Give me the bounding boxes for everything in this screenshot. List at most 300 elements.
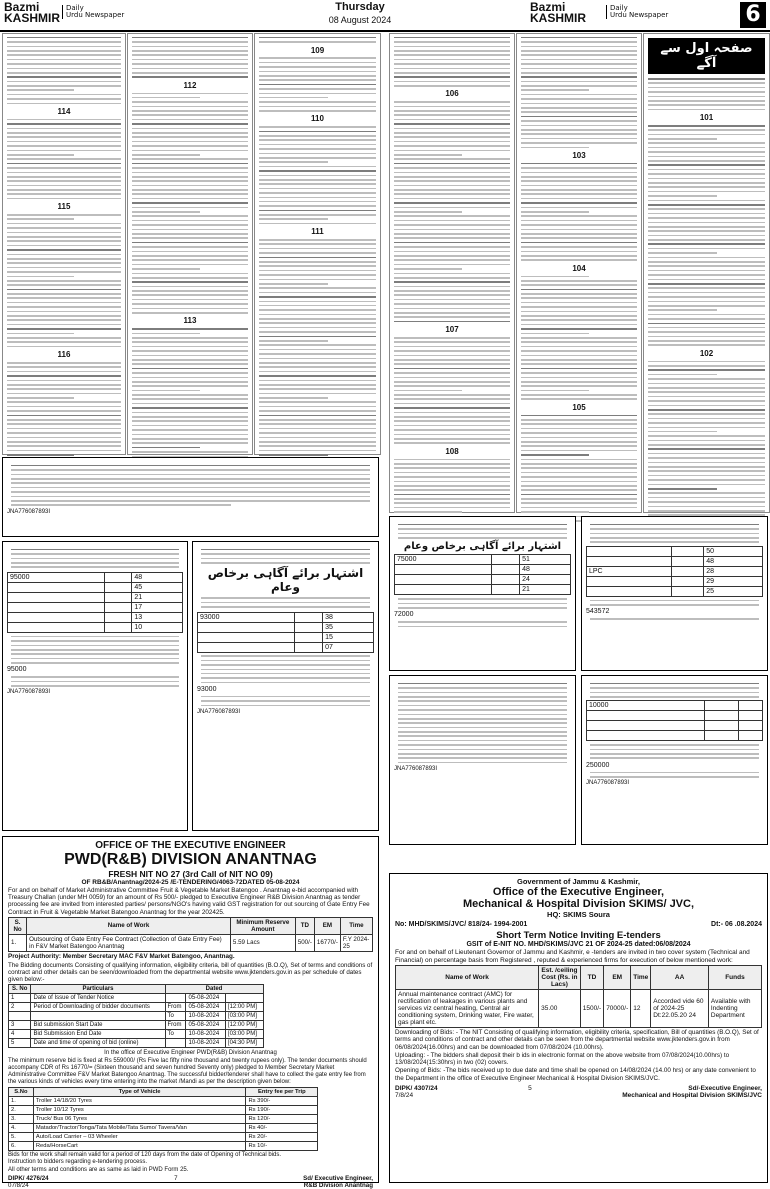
text-line bbox=[259, 349, 376, 351]
text-line bbox=[259, 71, 376, 73]
table-row bbox=[9, 1123, 318, 1132]
text-line bbox=[394, 412, 510, 414]
text-line bbox=[648, 138, 717, 140]
text-line bbox=[132, 141, 248, 143]
text-line bbox=[394, 198, 510, 200]
text-line bbox=[648, 257, 765, 259]
text-line bbox=[648, 431, 717, 433]
table-cell bbox=[104, 582, 132, 592]
text-line bbox=[648, 109, 765, 111]
text-line bbox=[521, 54, 637, 56]
jn-code: JNA776087893I bbox=[197, 709, 241, 716]
text-line bbox=[132, 54, 248, 56]
table-header-cell: S.No bbox=[9, 1087, 34, 1096]
text-line bbox=[394, 237, 510, 239]
text-line bbox=[394, 485, 510, 487]
text-line bbox=[521, 350, 637, 352]
text-line bbox=[648, 435, 765, 437]
table-cell: 1500/- bbox=[580, 990, 603, 1028]
table-cell bbox=[587, 556, 672, 566]
text-line bbox=[132, 363, 248, 365]
text-line bbox=[132, 447, 200, 449]
text-line bbox=[259, 248, 376, 250]
text-line bbox=[132, 119, 248, 121]
text-line bbox=[259, 139, 376, 141]
table-cell bbox=[8, 582, 105, 592]
text-line bbox=[394, 132, 510, 134]
pwd-schedule-table bbox=[8, 984, 264, 1048]
story-number: 116 bbox=[57, 350, 71, 360]
story-number: 103 bbox=[572, 150, 586, 160]
pwd-intro: For and on behalf of Market Administrative Committee Fruit & Vegetable Market Batengoo . Anantnag e-bid accompanied with Treasury Challan (under MH 0059) for an amount of Rs 500/- pledged to Executive Engineer R&B Division Anantnag as tender processing fee are invited from interested parties/ persons/NGO's having valid GST registration for out sourcing of Gate Entry Fee Contract in Fruit & Vegetable Market Batengoo Anantnag for the year 202425. bbox=[8, 887, 370, 916]
text-line bbox=[648, 361, 765, 363]
text-line bbox=[7, 371, 121, 373]
table-cell: [04:30 PM] bbox=[225, 1039, 263, 1048]
table-cell bbox=[705, 701, 739, 711]
text-line bbox=[648, 270, 765, 272]
table-cell: Auto/Load Carrier – 03 Wheeler bbox=[33, 1132, 246, 1141]
text-line bbox=[259, 239, 376, 241]
table-cell bbox=[587, 711, 705, 721]
table-cell: 50 bbox=[704, 546, 763, 556]
text-line bbox=[521, 41, 637, 43]
text-line bbox=[394, 294, 510, 296]
text-line bbox=[521, 476, 637, 478]
text-line bbox=[648, 164, 765, 166]
text-line bbox=[648, 222, 765, 224]
table-row bbox=[587, 586, 763, 596]
text-line bbox=[648, 383, 765, 385]
text-line bbox=[132, 337, 248, 339]
text-line bbox=[132, 299, 248, 301]
story-number: 107 bbox=[445, 325, 459, 335]
text-line bbox=[7, 132, 121, 134]
text-line bbox=[7, 280, 121, 282]
text-line bbox=[394, 303, 510, 305]
text-line bbox=[7, 397, 74, 399]
text-line bbox=[259, 144, 376, 146]
table-cell: 5.59 Lacs bbox=[230, 934, 295, 951]
table-cell: 24 bbox=[520, 575, 571, 585]
text-line bbox=[132, 150, 248, 152]
table-cell bbox=[295, 632, 323, 642]
text-line bbox=[394, 255, 510, 257]
text-line bbox=[132, 106, 248, 108]
text-line bbox=[394, 101, 510, 103]
text-line bbox=[259, 135, 376, 137]
text-line bbox=[132, 442, 248, 444]
text-line bbox=[394, 264, 510, 266]
masthead bbox=[0, 0, 770, 32]
text-line bbox=[132, 215, 248, 217]
text-line bbox=[259, 157, 376, 159]
table-cell: 6. bbox=[9, 1141, 34, 1150]
skims-dipk: DIPK/ 4307/24 bbox=[395, 1085, 438, 1093]
text-line bbox=[132, 154, 200, 156]
text-line bbox=[259, 287, 376, 289]
text-line bbox=[648, 462, 765, 464]
table-cell bbox=[705, 711, 739, 721]
text-line bbox=[132, 368, 248, 370]
text-line bbox=[394, 268, 462, 270]
text-line bbox=[648, 506, 765, 508]
table-cell: 25 bbox=[704, 586, 763, 596]
text-line bbox=[648, 413, 765, 415]
text-line bbox=[394, 215, 510, 217]
text-line bbox=[648, 391, 765, 393]
text-line bbox=[648, 365, 765, 367]
text-line bbox=[259, 252, 376, 254]
table-cell: To bbox=[165, 1012, 186, 1021]
text-line bbox=[648, 378, 765, 380]
table-header-row bbox=[9, 985, 264, 994]
text-line bbox=[648, 387, 765, 389]
text-line bbox=[648, 230, 765, 232]
text-line bbox=[259, 401, 376, 403]
text-line bbox=[259, 270, 376, 272]
text-line bbox=[394, 277, 510, 279]
text-line bbox=[7, 406, 121, 408]
table-cell bbox=[165, 1039, 186, 1048]
table-cell: 5. bbox=[9, 1132, 34, 1141]
table-cell: [03:00 PM] bbox=[225, 1012, 263, 1021]
text-line bbox=[648, 129, 765, 131]
text-line bbox=[259, 188, 376, 190]
table-cell: Available with Indenting Department bbox=[708, 990, 761, 1028]
table-cell: 3 bbox=[9, 1021, 31, 1030]
text-line bbox=[132, 224, 248, 226]
skims-sign-division: Mechanical and Hospital Division SKIMS/JVC bbox=[622, 1092, 762, 1100]
pwd-reserve-note: The minimum reserve bid is fixed at Rs 559000/ (Rs Five lac fifty nine thousand and twenty rupees only). The tender documents should accompany CDR of Rs 16770/= (Sixteen thousand and seven hundred Seventy only) pledged to Member Secretary Market Administrative Committee F&V Market Batengoo Anantnag. The successful bidder/tenderer shall have to collect the gate entry fee from the various kinds of vehicles every time entering into the market /Mandi as per the description given below: bbox=[8, 1058, 367, 1085]
text-line bbox=[7, 366, 121, 368]
table-header-row bbox=[9, 1087, 318, 1096]
urdu-ad-6 bbox=[581, 675, 768, 845]
table-cell bbox=[705, 721, 739, 731]
text-line bbox=[521, 125, 637, 127]
table-cell: [03:00 PM] bbox=[225, 1030, 263, 1039]
pwd-project-authority: Project Authority: Member Secretary MAC F&V Market Batengoo, Anantnag. bbox=[8, 952, 235, 960]
text-line bbox=[521, 242, 637, 244]
text-line bbox=[394, 72, 510, 74]
pwd-office: OFFICE OF THE EXECUTIVE ENGINEER bbox=[95, 840, 286, 851]
text-line bbox=[132, 308, 248, 310]
text-line bbox=[394, 136, 510, 138]
table-cell bbox=[295, 642, 323, 652]
table-cell: 12 bbox=[631, 990, 651, 1028]
table-header-cell: EM bbox=[604, 966, 631, 990]
text-line bbox=[521, 142, 637, 144]
text-line bbox=[7, 375, 121, 377]
table-header-row bbox=[9, 917, 373, 934]
text-line bbox=[521, 215, 637, 217]
table-cell: 29 bbox=[704, 576, 763, 586]
text-line bbox=[648, 156, 765, 158]
text-line bbox=[521, 297, 637, 299]
text-line bbox=[259, 314, 376, 316]
table-cell bbox=[8, 612, 105, 622]
text-line bbox=[7, 428, 121, 430]
text-line bbox=[132, 72, 248, 74]
text-line bbox=[7, 380, 121, 382]
text-line bbox=[259, 353, 376, 355]
table-cell: 48 bbox=[520, 565, 571, 575]
table-header-cell: Type of Vehicle bbox=[33, 1087, 246, 1096]
urdu-ad-2 bbox=[192, 541, 379, 831]
text-line bbox=[394, 81, 510, 83]
text-line bbox=[521, 441, 637, 443]
text-line bbox=[521, 359, 637, 361]
table-row bbox=[395, 555, 571, 565]
text-line bbox=[132, 394, 248, 396]
text-line bbox=[521, 377, 637, 379]
text-line bbox=[259, 148, 376, 150]
table-header-cell: TD bbox=[580, 966, 603, 990]
table-cell bbox=[198, 622, 295, 632]
text-line bbox=[259, 340, 328, 342]
table-cell: Bid submission Start Date bbox=[31, 1021, 165, 1030]
text-line bbox=[259, 375, 376, 377]
ad-3-title: اشتہار برائے آگاہی برخاص وعام bbox=[403, 541, 562, 553]
text-line bbox=[132, 346, 248, 348]
text-line bbox=[259, 437, 376, 439]
jn-code: JNA776087893I bbox=[7, 508, 51, 515]
table-cell: 05-08-2024 bbox=[186, 1003, 225, 1012]
text-line bbox=[394, 290, 510, 292]
table-row bbox=[9, 1132, 318, 1141]
text-line bbox=[521, 341, 637, 343]
urdu-news-column bbox=[127, 33, 253, 455]
text-line bbox=[132, 167, 248, 169]
text-line bbox=[259, 366, 376, 368]
text-line bbox=[394, 180, 510, 182]
text-line bbox=[521, 311, 637, 313]
text-line bbox=[648, 160, 765, 162]
text-line bbox=[648, 178, 765, 180]
text-line bbox=[132, 268, 200, 270]
table-cell: 48 bbox=[704, 556, 763, 566]
skims-downloading: Downloading of Bids: - The NIT Consisting of qualifying information, eligibility criteria, specification, Bill of quantities (B.O.Q), Set of terms and conditions of contract and other details can be seen from the departmental website www.jktenders.gov.in from 06/08/2024(16.00hrs) and can be downloaded from 07/08/2024 (10.00hrs). bbox=[395, 1029, 759, 1051]
text-line bbox=[394, 119, 510, 121]
text-line bbox=[7, 302, 121, 304]
pwd-vehicle-table bbox=[8, 1087, 318, 1151]
text-line bbox=[521, 415, 637, 417]
text-line bbox=[259, 331, 376, 333]
pwd-dipk-date: 07/8/24 bbox=[8, 1181, 29, 1189]
table-cell bbox=[587, 546, 672, 556]
text-line bbox=[394, 299, 510, 301]
table-header-cell: Est. /ceiling Cost (Rs. in Lacs) bbox=[539, 966, 581, 990]
table-row bbox=[198, 642, 374, 652]
text-line bbox=[132, 237, 248, 239]
text-line bbox=[7, 249, 121, 251]
text-line bbox=[7, 50, 121, 52]
text-line bbox=[259, 37, 376, 39]
text-line bbox=[648, 169, 765, 171]
table-cell: 07 bbox=[323, 642, 374, 652]
table-cell bbox=[587, 731, 705, 741]
text-line bbox=[7, 89, 74, 91]
table-cell: 10 bbox=[132, 622, 183, 632]
text-line bbox=[648, 252, 717, 254]
text-line bbox=[259, 214, 376, 216]
left-tagline: Daily Urdu Newspaper bbox=[62, 5, 124, 19]
pwd-footer-note: Instruction to bidders regarding e-tendering process. bbox=[8, 1159, 148, 1166]
pwd-footer bbox=[8, 1175, 373, 1189]
text-line bbox=[7, 423, 121, 425]
text-line bbox=[648, 301, 765, 303]
table-row bbox=[9, 1105, 318, 1114]
ad-3-table bbox=[394, 554, 571, 595]
table-row bbox=[8, 602, 183, 612]
text-line bbox=[521, 319, 637, 321]
skims-tender-notice bbox=[389, 873, 768, 1183]
text-line bbox=[132, 281, 248, 283]
table-row bbox=[9, 1030, 264, 1039]
text-line bbox=[7, 437, 121, 439]
ad-5-table bbox=[586, 700, 763, 741]
text-line bbox=[394, 150, 510, 152]
text-line bbox=[521, 467, 637, 469]
text-line bbox=[648, 409, 765, 411]
ad-2-table bbox=[197, 612, 374, 653]
text-line bbox=[521, 481, 637, 483]
table-row bbox=[396, 990, 762, 1028]
text-line bbox=[7, 227, 121, 229]
table-row bbox=[587, 701, 763, 711]
text-line bbox=[521, 428, 637, 430]
text-line bbox=[7, 103, 121, 105]
text-line bbox=[132, 233, 248, 235]
text-line bbox=[521, 251, 637, 253]
text-line bbox=[259, 179, 376, 181]
text-line bbox=[259, 406, 376, 408]
text-line bbox=[648, 427, 765, 429]
table-cell bbox=[295, 622, 323, 632]
table-header-cell: AA bbox=[651, 966, 709, 990]
text-line bbox=[521, 37, 637, 39]
story-number: 102 bbox=[699, 348, 714, 358]
text-line bbox=[521, 185, 637, 187]
text-line bbox=[7, 37, 121, 39]
table-cell: Troller 14/18/20 Tyres bbox=[33, 1096, 246, 1105]
urdu-ad-1 bbox=[2, 541, 188, 831]
table-row bbox=[9, 994, 264, 1003]
table-cell bbox=[104, 612, 132, 622]
text-line bbox=[648, 492, 765, 494]
text-line bbox=[521, 259, 637, 261]
urdu-news-column bbox=[254, 33, 381, 455]
table-row bbox=[9, 1021, 264, 1030]
pwd-nit: FRESH NIT NO 27 (3rd Call of NIT NO 09) bbox=[108, 869, 273, 879]
text-line bbox=[521, 172, 637, 174]
text-line bbox=[521, 423, 637, 425]
text-line bbox=[521, 445, 637, 447]
table-cell: [12:00 PM] bbox=[225, 1003, 263, 1012]
table-cell: 10-08-2024 bbox=[186, 1039, 225, 1048]
text-line bbox=[648, 296, 765, 298]
table-cell: LPC bbox=[587, 566, 672, 576]
text-line bbox=[648, 173, 765, 175]
table-cell: 5 bbox=[9, 1039, 31, 1048]
text-line bbox=[259, 84, 376, 86]
text-line bbox=[648, 292, 765, 294]
text-line bbox=[259, 305, 376, 307]
text-line bbox=[259, 362, 376, 364]
table-cell bbox=[295, 612, 323, 622]
text-line bbox=[521, 193, 637, 195]
text-line bbox=[132, 198, 248, 200]
text-line bbox=[521, 498, 637, 500]
text-line bbox=[394, 128, 510, 130]
ad-6-amount: 250000 bbox=[586, 761, 610, 769]
text-line bbox=[394, 68, 510, 70]
text-line bbox=[7, 454, 74, 456]
text-line bbox=[259, 454, 328, 456]
text-line bbox=[132, 193, 248, 195]
text-line bbox=[132, 128, 248, 130]
text-line bbox=[394, 211, 462, 213]
text-line bbox=[259, 358, 376, 360]
pwd-sign-division: R&B Division Anantnag bbox=[303, 1181, 373, 1189]
text-line bbox=[7, 223, 121, 225]
text-line bbox=[394, 273, 510, 275]
section-banner: صفحہ اول سے آگے bbox=[648, 38, 765, 74]
text-line bbox=[648, 104, 765, 106]
text-line bbox=[648, 191, 765, 193]
text-line bbox=[7, 415, 121, 417]
table-row bbox=[9, 1114, 318, 1123]
text-line bbox=[259, 292, 376, 294]
text-line bbox=[648, 87, 765, 89]
text-line bbox=[521, 198, 637, 200]
text-line bbox=[394, 163, 510, 165]
text-line bbox=[7, 388, 121, 390]
right-tagline: Daily Urdu Newspaper bbox=[606, 5, 668, 19]
text-line bbox=[259, 205, 376, 207]
text-line bbox=[132, 333, 200, 335]
text-line bbox=[259, 131, 376, 133]
table-cell: [12:00 PM] bbox=[225, 1021, 263, 1030]
text-line bbox=[648, 336, 765, 338]
text-line bbox=[394, 123, 510, 125]
text-line bbox=[521, 328, 637, 330]
table-cell bbox=[492, 565, 520, 575]
table-cell: 05-08-2024 bbox=[186, 994, 225, 1003]
table-cell: 28 bbox=[704, 566, 763, 576]
text-line bbox=[7, 232, 121, 234]
text-line bbox=[648, 279, 765, 281]
text-line bbox=[394, 316, 510, 318]
text-line bbox=[394, 50, 510, 52]
pwd-division: PWD(R&B) DIVISION ANANTNAG bbox=[64, 851, 317, 868]
text-line bbox=[648, 405, 765, 407]
text-line bbox=[648, 331, 765, 333]
text-line bbox=[521, 167, 637, 169]
text-line bbox=[7, 284, 121, 286]
text-line bbox=[394, 442, 510, 444]
text-line bbox=[259, 79, 376, 81]
text-line bbox=[132, 246, 248, 248]
pwd-bidding-docs: The Bidding documents Consisting of qualifying information, eligibility criteria, bill of quantities (B.O.Q), Set of terms and conditions of contract and other details can be seen/downloaded from the departmental website www.jktenders.gov.in as per schedule of dates given below:- bbox=[8, 962, 373, 984]
right-brand: Bazmi KASHMIR bbox=[530, 0, 586, 25]
text-line bbox=[648, 186, 765, 188]
text-line bbox=[394, 507, 510, 509]
text-line bbox=[648, 204, 765, 206]
text-line bbox=[7, 176, 121, 178]
text-line bbox=[394, 85, 510, 87]
text-line bbox=[7, 254, 121, 256]
table-row bbox=[587, 731, 763, 741]
